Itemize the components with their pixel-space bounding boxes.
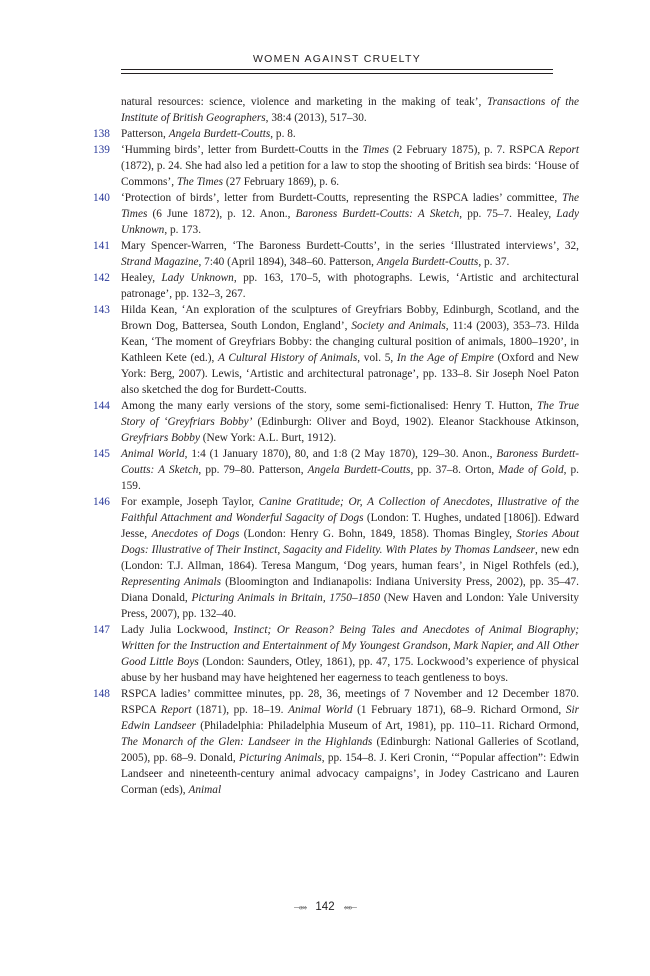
endnote-number: 147 (93, 624, 110, 636)
endnote-text: (1 February 1871), 68–9. Richard Ormond, (352, 704, 566, 716)
endnote-title-italic: Strand Magazine (121, 256, 199, 268)
endnote-title-italic: Picturing Animals in Britain, 1750–1850 (191, 592, 381, 604)
endnote-text: Hilda Kean, ‘An exploration of the sculptures of Greyfriars Bobby, Edinburgh, Scotland, and the Brown Dog, Battersea, South London, England’, (121, 304, 579, 332)
endnote-title-italic: Lady Unknown (121, 208, 579, 236)
endnote-text: , vol. 5, (357, 352, 397, 364)
endnote-text: , new edn (London: T.J. Allman, 1864). Teresa Mangum, ‘Dog years, human fears’, in Nigel Rothfels (ed.), (121, 544, 579, 572)
ornament-left-icon: ⤙⥈ (293, 902, 307, 912)
endnote (93, 142, 579, 190)
endnote-title-italic: Stories About Dogs: Illustrative of Their Instinct, Sagacity and Fidelity. With Plates by Thomas Landseer (121, 528, 579, 556)
endnote-text: (2 February 1875), p. 7. RSPCA (388, 144, 549, 156)
endnote-text: (London: Saunders, Otley, 1861), pp. 47, 175. Lockwood’s experience of physical abuse by her husband may have heightened her eagerness to teach gentleness to boys. (121, 656, 579, 684)
endnote-title-italic: Instinct; Or Reason? Being Tales and Anecdotes of Animal Biography; Written for the Instruction and Entertainment of My Youngest Grandson, Mark Napier, and All Other Good Little Boys (121, 624, 579, 668)
endnote-title-italic: Representing Animals (121, 576, 222, 588)
endnote-text: (6 June 1872), p. 12. Anon., (147, 208, 296, 220)
endnote-text: (London: Henry G. Bohn, 1849, 1858). Thomas Bingley, (239, 528, 517, 540)
page-number: 142 (315, 901, 335, 913)
endnote-text: Lady Julia Lockwood, (121, 624, 234, 636)
endnote-title-italic: Report (548, 144, 579, 156)
endnote-text: (27 February 1869), p. 6. (223, 176, 340, 188)
endnote-text: , p. 8. (270, 128, 296, 140)
endnote-title-italic: The True Story of ‘Greyfriars Bobby’ (121, 400, 579, 428)
page-footer (0, 901, 650, 913)
endnote-title-italic: Lady Unknown (161, 272, 234, 284)
endnote-title-italic: Transactions of the Institute of British Geographers (121, 96, 580, 124)
endnote (93, 270, 579, 302)
endnote-number: 140 (93, 192, 110, 204)
running-header: WOMEN AGAINST CRUELTY (252, 53, 422, 65)
endnote-title-italic: Baroness Burdett-Coutts: A Sketch (295, 208, 460, 220)
endnote (93, 446, 580, 494)
endnote-text: For example, Joseph Taylor, (121, 496, 259, 508)
endnote (121, 94, 579, 126)
endnote-title-italic: A Cultural History of Animals (218, 352, 358, 364)
endnote-text: natural resources: science, violence and marketing in the making of teak’, (121, 96, 487, 108)
endnote-number: 144 (93, 400, 110, 412)
endnote (93, 302, 579, 398)
endnote-title-italic: Made of Gold (498, 464, 564, 476)
endnote-title-italic: Animal World (288, 704, 353, 716)
endnote (93, 398, 579, 446)
endnote-text: (Oxford and New York: Berg, 2007). Lewis, ‘Artistic and architectural patronage’, pp. 133–8. Sir Joseph Noel Paton also sketched the dog for Burdett-Coutts. (121, 352, 579, 396)
endnote-title-italic: Angela Burdett-Coutts (307, 464, 411, 476)
endnote-text: , 38:4 (2013), 517–30. (265, 112, 367, 124)
endnote-text: (Philadelphia: Philadelphia Museum of Art, 1981), pp. 110–11. Richard Ormond, (196, 720, 580, 732)
endnote-title-italic: The Times (176, 176, 224, 188)
endnote-title-italic: Society and Animals (351, 320, 446, 332)
endnote-text: , p. 37. (478, 256, 510, 268)
endnote-text: , pp. 163, 170–5, with photographs. Lewis, ‘Artistic and architectural patronage’, pp. 132–3, 267. (121, 272, 579, 300)
endnote-title-italic: Canine Gratitude; Or, A Collection of Anecdotes, Illustrative of the Faithful Attachment and Wonderful Sagacity of Dogs (121, 496, 580, 524)
endnote-text: (Edinburgh: Oliver and Boyd, 1902). Eleanor Stackhouse Atkinson, (252, 416, 579, 428)
endnote-text: Among the many early versions of the story, some semi-fictionalised: Henry T. Hutton, (121, 400, 538, 412)
endnote-text: (New Haven and London: Yale University Press, 2007), pp. 132–40. (121, 592, 579, 620)
endnote-text: (Bloomington and Indianapolis: Indiana University Press, 2002), pp. 35–47. Diana Donald, (121, 576, 579, 604)
endnote-text: , pp. 79–80. Patterson, (198, 464, 308, 476)
endnote-text: (Edinburgh: National Galleries of Scotland, 2005), pp. 68–9. Donald, (121, 736, 580, 764)
endnote-title-italic: Animal (188, 784, 222, 796)
endnote-text: Mary Spencer-Warren, ‘The Baroness Burdett-Coutts’, in the series ‘Illustrated interviews’, 32, (121, 240, 579, 252)
endnote-text: Healey, (121, 272, 162, 284)
endnote-text: (1871), pp. 18–19. (191, 704, 289, 716)
endnote-text: ‘Protection of birds’, letter from Burdett-Coutts, representing the RSPCA ladies’ committee, (121, 192, 563, 204)
endnote-title-italic: The Monarch of the Glen: Landseer in the Highlands (121, 736, 373, 748)
endnote-number: 139 (93, 144, 110, 156)
endnote-number: 143 (93, 304, 110, 316)
endnote-title-italic: Anecdotes of Dogs (151, 528, 240, 540)
endnote-title-italic: The Times (121, 192, 579, 220)
endnotes-list (93, 94, 580, 798)
endnote (93, 494, 580, 622)
endnote-title-italic: Times (362, 144, 389, 156)
endnote (93, 686, 580, 798)
ornament-right-icon: ⥈⤚ (343, 902, 357, 912)
endnote-title-italic: Report (160, 704, 192, 716)
endnote-text: , 1:4 (1 January 1870), 80, and 1:8 (2 May 1870), 129–30. Anon., (184, 448, 497, 460)
endnote-title-italic: Angela Burdett-Coutts (168, 128, 271, 140)
endnote-title-italic: Angela Burdett-Coutts (376, 256, 479, 268)
endnote-text: , p. 173. (164, 224, 202, 236)
endnote-number: 142 (93, 272, 110, 284)
endnote (93, 126, 579, 142)
endnote (93, 238, 579, 270)
endnote (93, 622, 579, 686)
endnote-title-italic: Sir Edwin Landseer (121, 704, 579, 732)
endnote-text: Patterson, (121, 128, 169, 140)
endnote-number: 141 (93, 240, 110, 252)
endnote-title-italic: Picturing Animals (238, 752, 322, 764)
endnote-number: 138 (93, 128, 110, 140)
endnote-text: , pp. 154–8. J. Keri Cronin, ‘“Popular affection”: Edwin Landseer and nineteenth-century animal advocacy campaigns’, in Jodey Castricano and Lauren Corman (eds), (121, 752, 579, 796)
endnote-title-italic: In the Age of Empire (396, 352, 494, 364)
endnote-text: (New York: A.L. Burt, 1912). (199, 432, 337, 444)
endnote-text: , pp. 75–7. Healey, (459, 208, 557, 220)
header-rule-thin (121, 73, 553, 74)
endnote-number: 148 (93, 688, 110, 700)
endnote-text: , 7:40 (April 1894), 348–60. Patterson, (198, 256, 377, 268)
endnote-text: (1872), p. 24. She had also led a petition for a law to stop the shooting of British sea birds: ‘House of Commons’, (121, 160, 579, 188)
header-rule-thick (121, 69, 553, 70)
endnote-text: (London: T. Hughes, undated [1806]). Edward Jesse, (121, 512, 579, 540)
endnote-title-italic: Animal World (121, 448, 185, 460)
endnote-number: 146 (93, 496, 110, 508)
endnote-text: , 11:4 (2003), 353–73. Hilda Kean, ‘The moment of Greyfriars Bobby: the changing cultural position of animals, 1800–1920’, in Kathleen Kete (ed.), (121, 320, 579, 364)
endnote (93, 190, 579, 238)
endnote-title-italic: Greyfriars Bobby (121, 432, 200, 444)
endnote-title-italic: Baroness Burdett-Coutts: A Sketch (121, 448, 579, 476)
endnote-text: , p. 159. (121, 464, 580, 492)
endnote-text: , pp. 37–8. Orton, (410, 464, 499, 476)
endnote-text: ‘Humming birds’, letter from Burdett-Coutts in the (121, 144, 363, 156)
endnote-number: 145 (93, 448, 110, 460)
endnote-text: RSPCA ladies’ committee minutes, pp. 28, 36, meetings of 7 November and 12 December 1870. RSPCA (121, 688, 579, 716)
